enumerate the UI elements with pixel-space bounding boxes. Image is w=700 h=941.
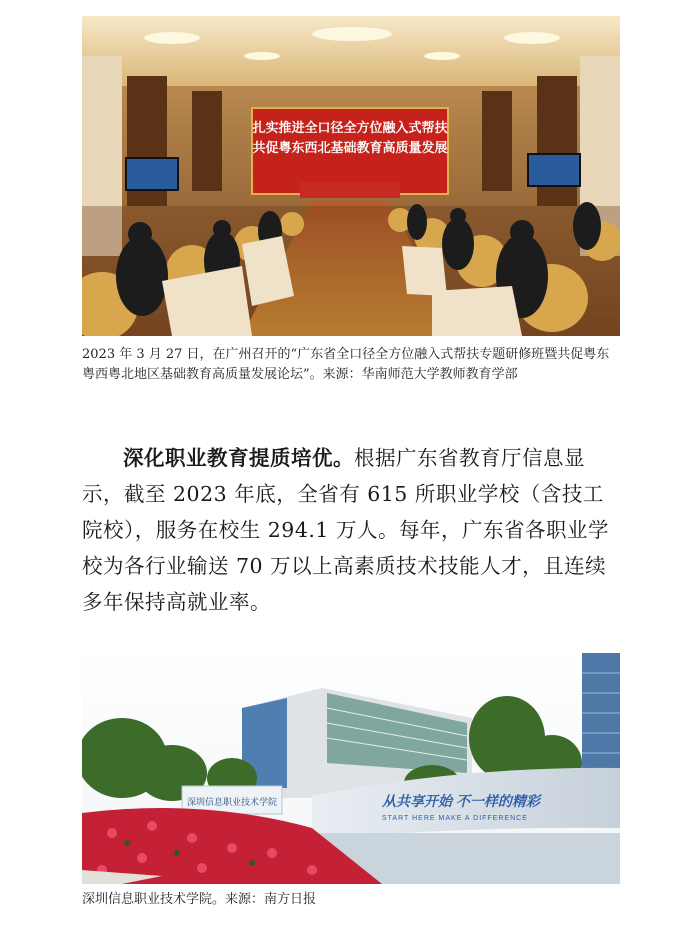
campus-image	[82, 648, 620, 884]
paragraph-body: 根据广东省教育厅信息显示，截至 2023 年底，全省有 615 所职业学校（含技工院校），服务在校生 294.1 万人。每年，广东省各职业学校为各行业输送 70 万以上高素质技术技能人才，且连续多年保持高就业率。	[82, 446, 609, 614]
campus-photo	[82, 648, 620, 884]
body-paragraph	[82, 440, 620, 620]
slogan-wall-text: 从共享开始 不一样的精彩	[382, 793, 540, 809]
conference-photo-caption: 2023 年 3 月 27 日，在广州召开的“广东省全口径全方位融入式帮扶专题研修班暨共促粤东粤西粤北地区基础教育高质量发展论坛”。来源：华南师范大学教师教育学部	[82, 347, 610, 382]
banner-line-2: 共促粤东西北基础教育高质量发展	[252, 140, 448, 155]
banner-line-1: 扎实推进全口径全方位融入式帮扶	[252, 120, 448, 135]
conference-photo	[82, 16, 620, 336]
campus-photo-caption: 深圳信息职业技术学院。来源：南方日报	[82, 892, 317, 907]
paragraph-lead: 深化职业教育提质培优。	[123, 446, 354, 470]
gate-sign-text: 深圳信息职业技术学院	[186, 797, 278, 807]
conference-hall-image	[82, 16, 620, 336]
slogan-wall-text-en: START HERE MAKE A DIFFERENCE	[382, 815, 528, 822]
